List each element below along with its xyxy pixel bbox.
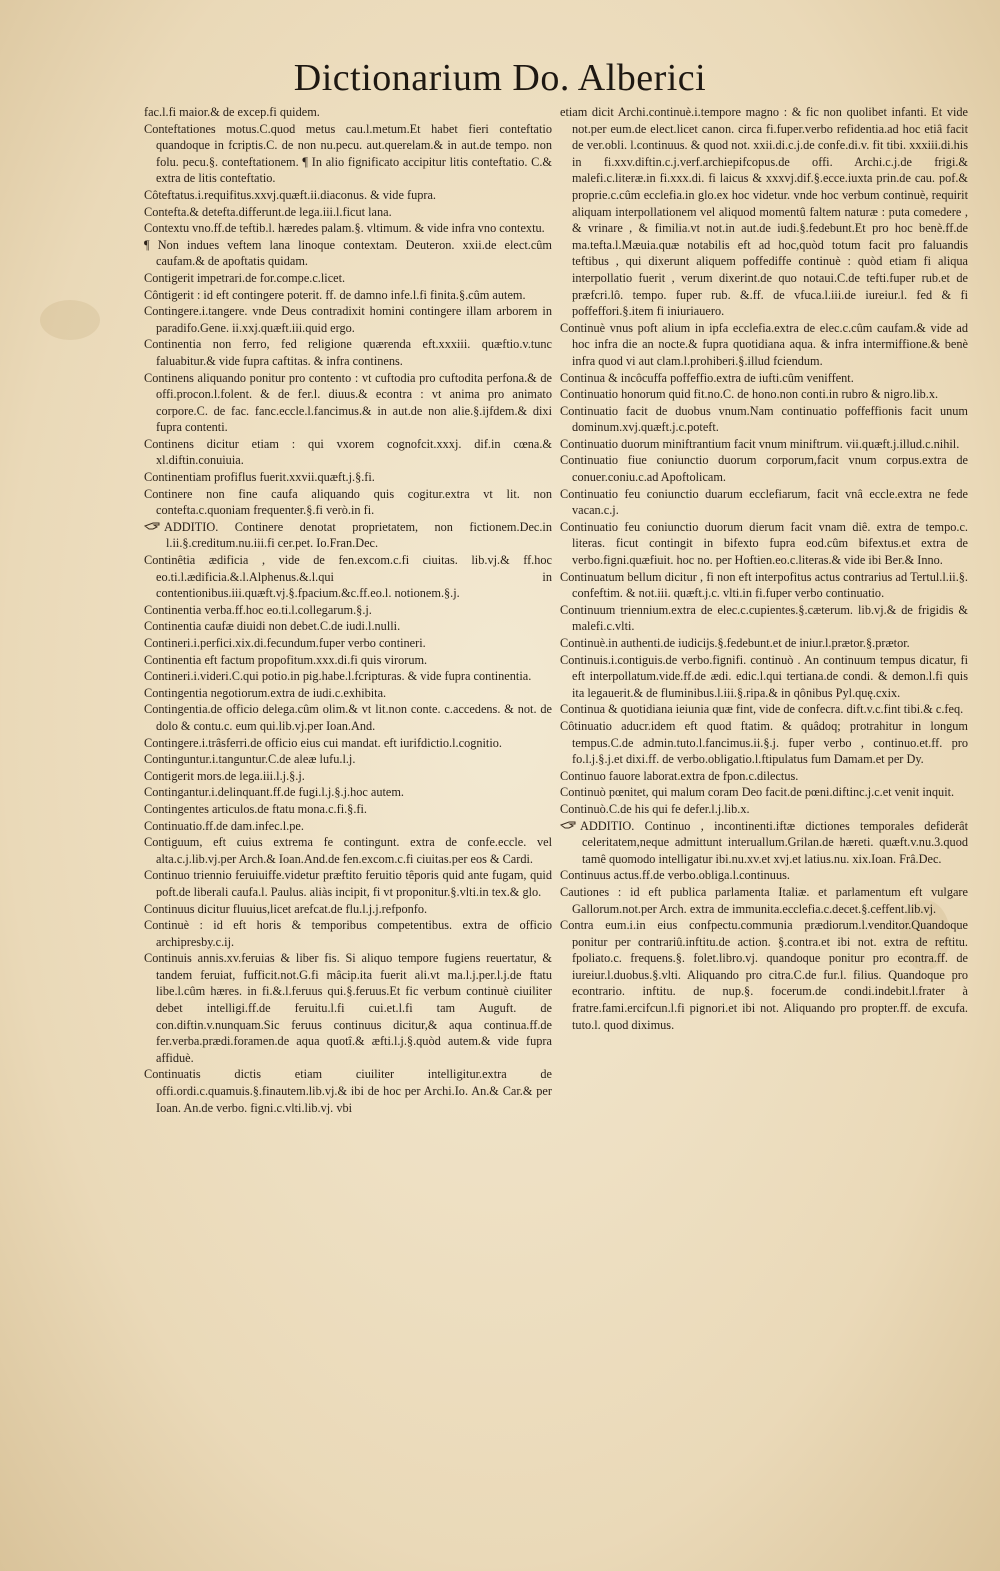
entry-text: Contingentia negotiorum.extra de iudi.c.exhibita. [144, 685, 387, 700]
dictionary-entry [144, 818, 552, 835]
dictionary-entry [144, 901, 552, 918]
dictionary-entry [560, 403, 968, 436]
dictionary-entry [144, 552, 552, 602]
dictionary-entry [144, 618, 552, 635]
dictionary-entry [560, 867, 968, 884]
dictionary-entry [144, 1066, 552, 1116]
dictionary-entry [560, 784, 968, 801]
entry-text: Continuè : id eft horis & temporibus competentibus. extra de officio archipresby.c.ij. [144, 918, 552, 949]
pointing-hand-icon [144, 520, 160, 532]
entry-text: Continuatio feu coniunctio duorum dierum facit vnam diê. extra de tempo.c. literas. ficut contingit in bifexto fupra eod.cûm bifextus.et extra de verbo.figni.quæfiuit. hoc no. per Hoftien.eo.c.literas.& vide ibi Ber.& Inno. [560, 519, 968, 568]
entry-text: Continuatio honorum quid fit.no.C. de hono.non conti.in rubro & nigro.lib.x. [560, 387, 939, 402]
entry-text: Conteftationes motus.C.quod metus cau.l.metum.Et habet fieri conteftatio quandoque in fcriptis.C. de non nu.pecu. aut.querelam.& in aut.de tempo. non folu. pecu.§. conteftationem. ¶ In alio fignificato accipitur litis conteftatio. C.& extra de litis conteftatio. [144, 121, 552, 186]
dictionary-entry [144, 187, 552, 204]
additio-entry [560, 818, 968, 868]
dictionary-entry [560, 569, 968, 602]
dictionary-entry [144, 237, 552, 270]
entry-text: Côtinuatio aducr.idem eft quod ftatim. & quâdoq; protrahitur in longum tempus.C.de admin.tuto.l.fancimus.ii.§.j. fuper verbo , continuo.et.ff. pro fo.l.j.§.j.et dixi.ff. de verbo.obligatio.l.ftipulatus fum Damam.et per Dy. [560, 718, 968, 767]
entry-text: Continuatio.ff.de dam.infec.l.pe. [144, 818, 304, 833]
entry-text: etiam dicit Archi.continuè.i.tempore magno : & fic non quolibet infanti. Et vide not.per eum.de elect.licet canon. circa fi.fuper.verbo refidentia.ad hoc etiâ facit de ver.obli. l.continuus. & quod not. xxii.di.c.j.de confe.di.v. fit tibi. xxxiii.di.his in fi.xxv.diftin.c.j.verf.archiepifcopus.de offi. Archi.c.j.de frigi.& malefi.c.literæ.in fi.xxx.di. fi laicus & xxxvj.dif.§.ecce.iuxta prin.de cau. pof.& proprie.c.cûm ecclefia.in glo.ex hoc videtur. vnde hoc verbum continuè, requirit aliquam interpollationem vel aliquod momentû faltem naturæ : puta comedere , & vrinare , & fimilia.vt not.in aut.de iudi.§.fedebunt.Et pro hoc benè.ff.de ma.tefta.l.Mæuia.quæ notabilis eft ad hoc,quòd totum facit pro faluandis teftibus , qui dixerunt aliquem poffediffe continuè : quòd etiam fi aliqua interpollatio fuerit , verum dixerint.de quo notaui.C.de tefti.fuper rub.et de præfcri.lô. tempo. fuper rub. &.ff. de vfuca.l.iii.de iureiur.l. fed & fi poffeffori.§.item fi iniuriauero. [560, 105, 968, 319]
entry-text: Continuè vnus poft alium in ipfa ecclefia.extra de elec.c.cûm caufam.& vide ad hoc infra die an nocte.& fupra quotidiana aqua. & infra intermiffione.& benè infra quod vi aut clam.l.prohiberi.§.illud fciendum. [560, 320, 968, 368]
entry-text: Continuis.i.contiguis.de verbo.fignifi. continuò . An continuum tempus dicatur, fi eft interpollatum.vide.ff.de ædi. edic.l.qui tertiana.de condi. & demon.l.fi quis ita legauerit.& de fluminibus.l.iii.§.ripa.& in qônibus Pyl.quę.cxix. [560, 652, 968, 700]
dictionary-entry [144, 950, 552, 1066]
entry-text: Contingentes articulos.de ftatu mona.c.fi.§.fi. [144, 801, 367, 816]
entry-text: Contingere.i.tangere. vnde Deus contradixit homini contingere illam arborem in paradifo.Gene. ii.xxj.quæft.iii.quid ergo. [144, 304, 552, 335]
entry-text: Continuo triennio feruiuiffe.videtur præftito feruitio têporis quid ante fugam, quid poft.de liberali caufa.l. Paulus. aliàs incipit, fi vt proponitur.§.vlti.in tex.& glo. [144, 868, 552, 899]
entry-text: Côteftatus.i.requifitus.xxvj.quæft.ii.diaconus. & vide fupra. [144, 187, 437, 202]
dictionary-entry [144, 270, 552, 287]
entry-text: Contefta.& detefta.differunt.de lega.iii.l.ficut lana. [144, 204, 392, 219]
right-column [560, 104, 968, 1033]
entry-text: Continuis annis.xv.feruias & liber fis. Si aliquo tempore fugiens reuertatur, & tandem feruiat, fufficit.not.G.fi mâcip.ita fuerit ali.vt ma.l.j.per.l.j.de ftatu libe.l.cûm hæres. in fi.&.l.feruus qui.§.feruus.Et fic verbum continuè ciuiliter debet intelligi.ff.de feruitu.l.fi cui.et.l.fi tam Auguft. de con.diftin.v.nunquam.Sic feruus continuus dicitur,& aqua continua.ff.de fer.verba.prædi.foramen.de aqua quotî.& æfti.l.j.§.quòd autem.& vide fupra affiduè. [144, 951, 552, 1065]
additio-entry [144, 519, 552, 552]
entry-text: Continguntur.i.tanguntur.C.de aleæ lufu.l.j. [144, 752, 356, 767]
dictionary-entry [144, 104, 552, 121]
entry-text: Contextu vno.ff.de teftib.l. hæredes palam.§. vltimum. & vide infra vno contextu. [144, 221, 545, 236]
entry-text: ¶ Non indues veftem lana linoque contextam. Deuteron. xxii.de elect.cûm caufam.& de apoftatis quidam. [144, 237, 552, 269]
dictionary-entry [144, 768, 552, 785]
dictionary-entry [560, 635, 968, 652]
dictionary-entry [560, 436, 968, 453]
entry-text: Côntigerit : id eft contingere poterit. ff. de damno infe.l.fi finita.§.cûm autem. [144, 287, 526, 302]
dictionary-entry [560, 652, 968, 702]
dictionary-entry [144, 751, 552, 768]
entry-text: Continentiam profiflus fuerit.xxvii.quæft.j.§.fi. [144, 470, 375, 485]
entry-text: Continere non fine caufa aliquando quis cogitur.extra vt lit. non contefta.c.quoniam frequenter.§.fi verò.in fi. [144, 486, 552, 518]
dictionary-entry [144, 486, 552, 519]
left-column [144, 104, 552, 1116]
entry-text: Continua & incôcuffa poffeffio.extra de iufti.cûm veniffent. [560, 370, 854, 385]
dictionary-entry [144, 436, 552, 469]
entry-text: Continentia eft factum propofitum.xxx.di.fi quis virorum. [144, 652, 428, 667]
dictionary-entry [560, 602, 968, 635]
dictionary-entry [560, 701, 968, 718]
dictionary-entry [560, 486, 968, 519]
dictionary-entry [144, 121, 552, 187]
dictionary-entry [560, 370, 968, 387]
dictionary-entry [144, 801, 552, 818]
entry-text: Continentia verba.ff.hoc eo.ti.l.collegarum.§.j. [144, 602, 372, 617]
entry-text: Cautiones : id eft publica parlamenta Italiæ. et parlamentum eft vulgare Gallorum.not.per Arch. extra de immunita.ecclefia.c.decet.§.ceffent.lib.vj. [560, 884, 968, 916]
dictionary-entry [144, 602, 552, 619]
dictionary-entry [144, 735, 552, 752]
entry-text: Continua & quotidiana ieiunia quæ fint, vide de confecra. dift.v.c.fint tibi.& c.feq. [560, 702, 964, 717]
dictionary-entry [144, 668, 552, 685]
entry-text: Continuo fauore laborat.extra de fpon.c.dilectus. [560, 768, 799, 783]
entry-text: Continuatio facit de duobus vnum.Nam continuatio poffeffionis facit unum dominum.xvj.quæft.j.c.poteft. [560, 403, 968, 435]
dictionary-entry [560, 104, 968, 320]
entry-text: Contingantur.i.delinquant.ff.de fugi.l.j.§.j.hoc autem. [144, 785, 405, 800]
entry-text: Contiguum, eft cuius extrema fe contingunt. extra de confe.eccle. vel alta.c.j.lib.vj.per Arch.& Ioan.And.de fen.excom.c.fi ciuitas.per eos & Cardi. [144, 835, 552, 866]
dictionary-entry [560, 768, 968, 785]
dictionary-entry [144, 336, 552, 369]
dictionary-entry [144, 635, 552, 652]
entry-text: Continuè.in authenti.de iudicijs.§.fedebunt.et de iniur.l.prætor.§.prætor. [560, 636, 910, 650]
dictionary-entry [144, 287, 552, 304]
entry-text: Continuò pœnitet, qui malum coram Deo facit.de pœni.diftinc.j.c.et venit inquit. [560, 785, 955, 800]
entry-text: Contingere.i.trâsferri.de officio eius cui mandat. eft iurifdictio.l.cognitio. [144, 735, 502, 750]
entry-text: Continuatio duorum miniftrantium facit vnum miniftrum. vii.quæft.j.illud.c.nihil. [560, 436, 960, 451]
entry-text: Continuus actus.ff.de verbo.obliga.l.continuus. [560, 868, 790, 883]
dictionary-entry [144, 834, 552, 867]
entry-text: ADDITIO. Continuo , incontinenti.iftæ dictiones temporales defiderât celeritatem,neque admittunt interuallum.Grilan.de hæreti. quæft.v.nu.3.quod tamê quomodo intelligatur ibi.nu.xv.et xvj.et latius.nu. xix.Ioan. Frâ.Dec. [580, 818, 968, 866]
dictionary-entry [560, 884, 968, 917]
dictionary-entry [144, 370, 552, 436]
entry-text: fac.l.fi maior.& de excep.fi quidem. [144, 105, 320, 119]
entry-text: Contineri.i.videri.C.qui potio.in pig.habe.l.fcripturas. & vide fupra continentia. [144, 669, 532, 684]
running-title: Dictionarium Do. Alberici [293, 57, 707, 99]
entry-text: Continuatio fiue coniunctio duorum corporum,facit vnum corpus.extra de conuer.coniu.c.ad Apoftolicam. [560, 453, 968, 485]
entry-text: Continuum triennium.extra de elec.c.cupientes.§.cæterum. lib.vj.& de frigidis & malefi.c.vlti. [560, 602, 968, 634]
entry-text: Continens aliquando ponitur pro contento : vt cuftodia pro cuftodita perfona.& de offi.procon.l.folent. & de fer.l. diuus.& econtra : vt anima pro animato corpore.C. de fac. fanc.eccle.l.fancimus.& in aut.de non alie.§.ijfdem.& dixi fupra contenti. [144, 370, 552, 435]
dictionary-entry [144, 204, 552, 221]
entry-text: Continuus dicitur fluuius,licet arefcat.de flu.l.j.j.refponfo. [144, 901, 428, 916]
dictionary-entry [144, 303, 552, 336]
entry-text: Continuatum bellum dicitur , fi non eft interpofitus actus contrarius ad Tertul.l.ii.§. confeftim. & not.iii. quæft.j.c. vlti.in fi.fuper verbo continuatio. [560, 569, 968, 601]
entry-text: Continêtia ædificia , vide de fen.excom.c.fi ciuitas. lib.vj.& ff.hoc eo.ti.l.ædificia.&.l.Alphenus.&.l.qui in contentionibus.iii.quæft.vj.§.fpacium.&c.ff.eo.l. notionem.§.j. [144, 553, 552, 601]
entry-text: Continuò.C.de his qui fe defer.l.j.lib.x. [560, 801, 750, 816]
entry-text: Continuatio feu coniunctio duarum ecclefiarum, facit vnâ eccle.extra ne fede vacan.c.j. [560, 486, 968, 518]
dictionary-entry [560, 320, 968, 370]
entry-text: Contineri.i.perfici.xix.di.fecundum.fuper verbo contineri. [144, 636, 426, 650]
dictionary-entry [144, 469, 552, 486]
entry-text: ADDITIO. Continere denotat proprietatem, non fictionem.Dec.in l.ii.§.creditum.nu.iii.fi cer.pet. Io.Fran.Dec. [164, 519, 552, 551]
entry-text: Continentia non ferro, fed religione quærenda eft.xxxiii. quæftio.v.tunc faluabitur.& vide fupra caftitas. & infra continens. [144, 337, 552, 368]
paper-stain [40, 300, 100, 340]
entry-text: Contra eum.i.in eius confpectu.communia prædiorum.l.venditor.Quandoque ponitur per contrariû.inftitu.de action. §.contra.et ibi not. extra de reftitu. fpoliato.c. frequens.§. folet.libro.vj. quandoque ponitur pro econtra.ff. de iureiur.l.duobus.§.vlti. Aliquando pro citra.C.de fur.l. filius. Quandoque pro econtrario. inftitu. de nup.§. focerum.de condi.indebit.l.frater à fratre.fami.ercifcun.l.fi pignori.et ibi not. Aliquando pro propter.ff. de excufa. tuto.l. quod diximus. [560, 918, 968, 1032]
entry-text: Continuatis dictis etiam ciuiliter intelligitur.extra de offi.ordi.c.quamuis.§.finautem.lib.vj.& ibi de hoc per Archi.Io. An.& Car.& per Ioan. An.de verbo. figni.c.vlti.lib.vj. vbi [144, 1067, 552, 1115]
dictionary-entry [560, 801, 968, 818]
dictionary-entry [144, 685, 552, 702]
dictionary-entry [560, 519, 968, 569]
dictionary-entry [560, 386, 968, 403]
dictionary-entry [560, 452, 968, 485]
pointing-hand-icon [560, 819, 576, 831]
entry-text: Contingentia.de officio delega.cûm olim.& vt lit.non conte. c.accedens. & not. de dolo & contu.c. eum qui.lib.vj.per Ioan.And. [144, 702, 552, 733]
dictionary-entry [144, 652, 552, 669]
dictionary-entry [144, 867, 552, 900]
dictionary-entry [560, 917, 968, 1033]
dictionary-entry [144, 220, 552, 237]
entry-text: Contigerit impetrari.de for.compe.c.licet. [144, 270, 346, 285]
dictionary-entry [144, 784, 552, 801]
dictionary-entry [144, 917, 552, 950]
entry-text: Continentia caufæ diuidi non debet.C.de iudi.l.nulli. [144, 619, 401, 634]
entry-text: Contigerit mors.de lega.iii.l.j.§.j. [144, 768, 305, 783]
dictionary-entry [144, 701, 552, 734]
dictionary-entry [560, 718, 968, 768]
entry-text: Continens dicitur etiam : qui vxorem cognofcit.xxxj. dif.in cœna.& xl.diftin.conuiuia. [144, 436, 552, 468]
